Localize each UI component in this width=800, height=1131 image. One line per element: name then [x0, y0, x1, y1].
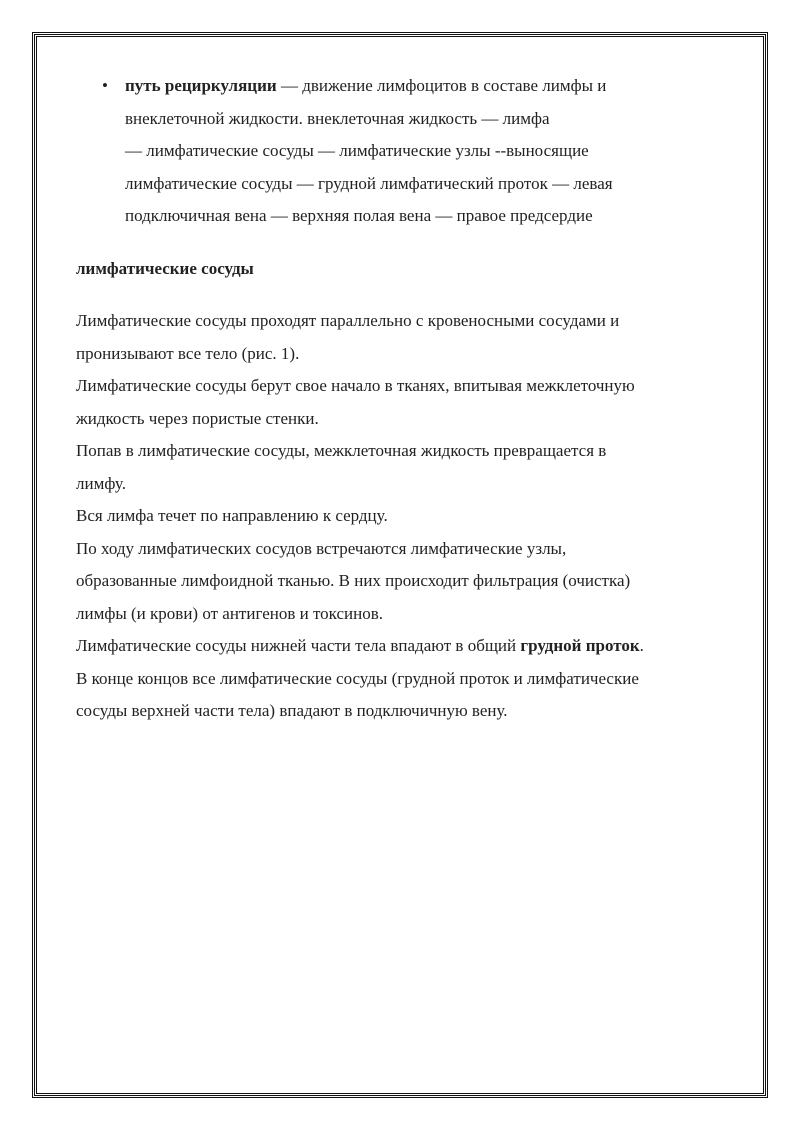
- bullet-term: путь рециркуляции: [125, 76, 277, 95]
- bullet-line-4: лимфатические сосуды — грудной лимфатический проток — левая: [125, 173, 613, 193]
- paragraph-line-thoracic-duct: [76, 630, 716, 663]
- paragraph-line: В конце концов все лимфатические сосуды (грудной проток и лимфатические: [76, 668, 639, 688]
- paragraph-text: Лимфатические сосуды нижней части тела впадают в общий: [76, 636, 521, 655]
- paragraphs: [76, 305, 716, 728]
- list-item-recirculation: [76, 70, 716, 233]
- document-body: [76, 70, 716, 728]
- paragraph-line: жидкость через пористые стенки.: [76, 408, 319, 428]
- section-heading: лимфатические сосуды: [76, 258, 254, 278]
- paragraph-line: лимфу.: [76, 473, 126, 493]
- bullet-line-2: внеклеточной жидкости. внеклеточная жидкость — лимфа: [125, 108, 550, 128]
- paragraph-line: лимфы (и крови) от антигенов и токсинов.: [76, 603, 384, 623]
- bullet-line-1: [125, 70, 716, 103]
- paragraph-line: Лимфатические сосуды проходят параллельно с кровеносными сосудами и: [76, 311, 620, 330]
- paragraph-text: .: [639, 636, 644, 655]
- bullet-icon: •: [102, 76, 108, 95]
- bullet-text: — движение лимфоцитов в составе лимфы и: [276, 76, 607, 95]
- paragraph-line: Вся лимфа течет по направлению к сердцу.: [76, 506, 388, 525]
- thoracic-duct-term: грудной проток: [520, 636, 640, 655]
- paragraph-line: Попав в лимфатические сосуды, межклеточная жидкость превращается в: [76, 441, 607, 460]
- paragraph-line: пронизывают все тело (рис. 1).: [76, 343, 300, 363]
- bullet-line-5: подключичная вена — верхняя полая вена — правое предсердие: [125, 206, 593, 225]
- paragraph-line: образованные лимфоидной тканью. В них происходит фильтрация (очистка): [76, 571, 631, 590]
- bullet-line-3: — лимфатические сосуды — лимфатические узлы --выносящие: [125, 141, 589, 160]
- paragraph-line: По ходу лимфатических сосудов встречаются лимфатические узлы,: [76, 538, 567, 558]
- paragraph-line: сосуды верхней части тела) впадают в подключичную вену.: [76, 701, 508, 720]
- paragraph-line: Лимфатические сосуды берут свое начало в тканях, впитывая межклеточную: [76, 376, 635, 395]
